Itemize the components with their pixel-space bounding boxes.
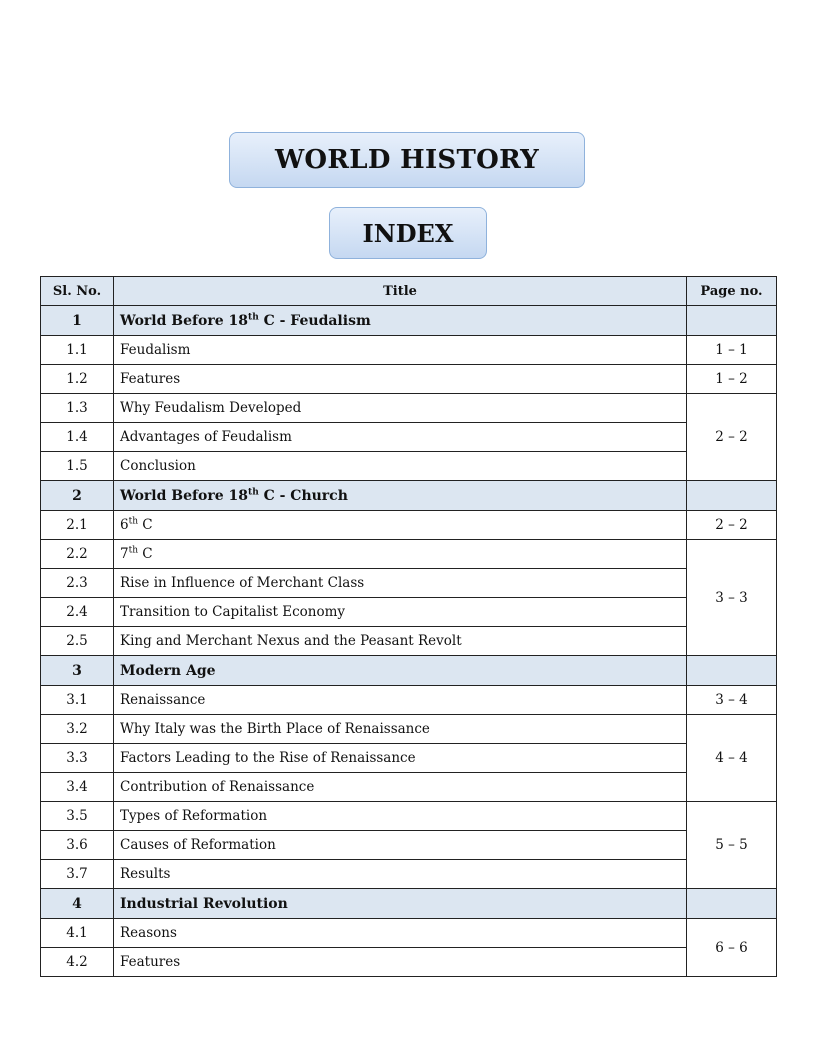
row-page: 3 – 3 [687, 540, 777, 656]
row-title: Types of Reformation [114, 802, 687, 831]
table-row [41, 452, 777, 481]
row-title: Advantages of Feudalism [114, 423, 687, 452]
table-header-row [41, 277, 777, 306]
row-number: 3.4 [41, 773, 114, 802]
section-page [687, 481, 777, 511]
row-page: 2 – 2 [687, 511, 777, 540]
row-title: Reasons [114, 919, 687, 948]
row-title: Feudalism [114, 336, 687, 365]
row-page: 1 – 2 [687, 365, 777, 394]
row-title: 7th C [114, 540, 687, 569]
row-number: 2.4 [41, 598, 114, 627]
row-number: 1.2 [41, 365, 114, 394]
row-page: 3 – 4 [687, 686, 777, 715]
section-row [41, 306, 777, 336]
row-title: Features [114, 948, 687, 977]
row-number: 1.5 [41, 452, 114, 481]
row-number: 2.2 [41, 540, 114, 569]
col-header-page: Page no. [687, 277, 777, 306]
row-page: 5 – 5 [687, 802, 777, 889]
index-table [40, 276, 777, 977]
row-title: Why Italy was the Birth Place of Renaissance [114, 715, 687, 744]
row-page: 4 – 4 [687, 715, 777, 802]
row-number: 1.3 [41, 394, 114, 423]
row-number: 2.5 [41, 627, 114, 656]
section-page [687, 889, 777, 919]
section-number: 2 [41, 481, 114, 511]
row-title: Rise in Influence of Merchant Class [114, 569, 687, 598]
row-number: 1.1 [41, 336, 114, 365]
table-row [41, 423, 777, 452]
table-row [41, 831, 777, 860]
row-title: Results [114, 860, 687, 889]
row-title: Factors Leading to the Rise of Renaissance [114, 744, 687, 773]
row-title: Why Feudalism Developed [114, 394, 687, 423]
section-number: 4 [41, 889, 114, 919]
table-row [41, 627, 777, 656]
section-page [687, 656, 777, 686]
section-title: Industrial Revolution [114, 889, 687, 919]
section-title: Modern Age [114, 656, 687, 686]
row-title: Features [114, 365, 687, 394]
col-header-title: Title [114, 277, 687, 306]
row-number: 3.2 [41, 715, 114, 744]
table-row [41, 860, 777, 889]
table-row [41, 598, 777, 627]
row-number: 2.1 [41, 511, 114, 540]
section-title: World Before 18th C - Feudalism [114, 306, 687, 336]
table-row [41, 715, 777, 744]
row-number: 3.7 [41, 860, 114, 889]
row-title: King and Merchant Nexus and the Peasant Revolt [114, 627, 687, 656]
section-number: 1 [41, 306, 114, 336]
row-number: 3.1 [41, 686, 114, 715]
row-title: Causes of Reformation [114, 831, 687, 860]
row-number: 3.5 [41, 802, 114, 831]
section-page [687, 306, 777, 336]
row-title: Contribution of Renaissance [114, 773, 687, 802]
table-row [41, 919, 777, 948]
page-title: WORLD HISTORY [229, 132, 585, 188]
row-number: 3.3 [41, 744, 114, 773]
table-row [41, 336, 777, 365]
section-row [41, 889, 777, 919]
row-number: 1.4 [41, 423, 114, 452]
row-page: 6 – 6 [687, 919, 777, 977]
table-row [41, 540, 777, 569]
table-row [41, 948, 777, 977]
table-row [41, 686, 777, 715]
table-row [41, 773, 777, 802]
row-title: Conclusion [114, 452, 687, 481]
row-number: 4.2 [41, 948, 114, 977]
row-number: 4.1 [41, 919, 114, 948]
table-row [41, 511, 777, 540]
row-title: Renaissance [114, 686, 687, 715]
table-row [41, 802, 777, 831]
row-number: 2.3 [41, 569, 114, 598]
table-row [41, 569, 777, 598]
row-page: 1 – 1 [687, 336, 777, 365]
table-row [41, 365, 777, 394]
table-row [41, 744, 777, 773]
row-page: 2 – 2 [687, 394, 777, 481]
section-row [41, 481, 777, 511]
section-number: 3 [41, 656, 114, 686]
table-row [41, 394, 777, 423]
row-title: Transition to Capitalist Economy [114, 598, 687, 627]
col-header-sl: Sl. No. [41, 277, 114, 306]
row-title: 6th C [114, 511, 687, 540]
index-heading: INDEX [329, 207, 487, 259]
section-title: World Before 18th C - Church [114, 481, 687, 511]
row-number: 3.6 [41, 831, 114, 860]
section-row [41, 656, 777, 686]
